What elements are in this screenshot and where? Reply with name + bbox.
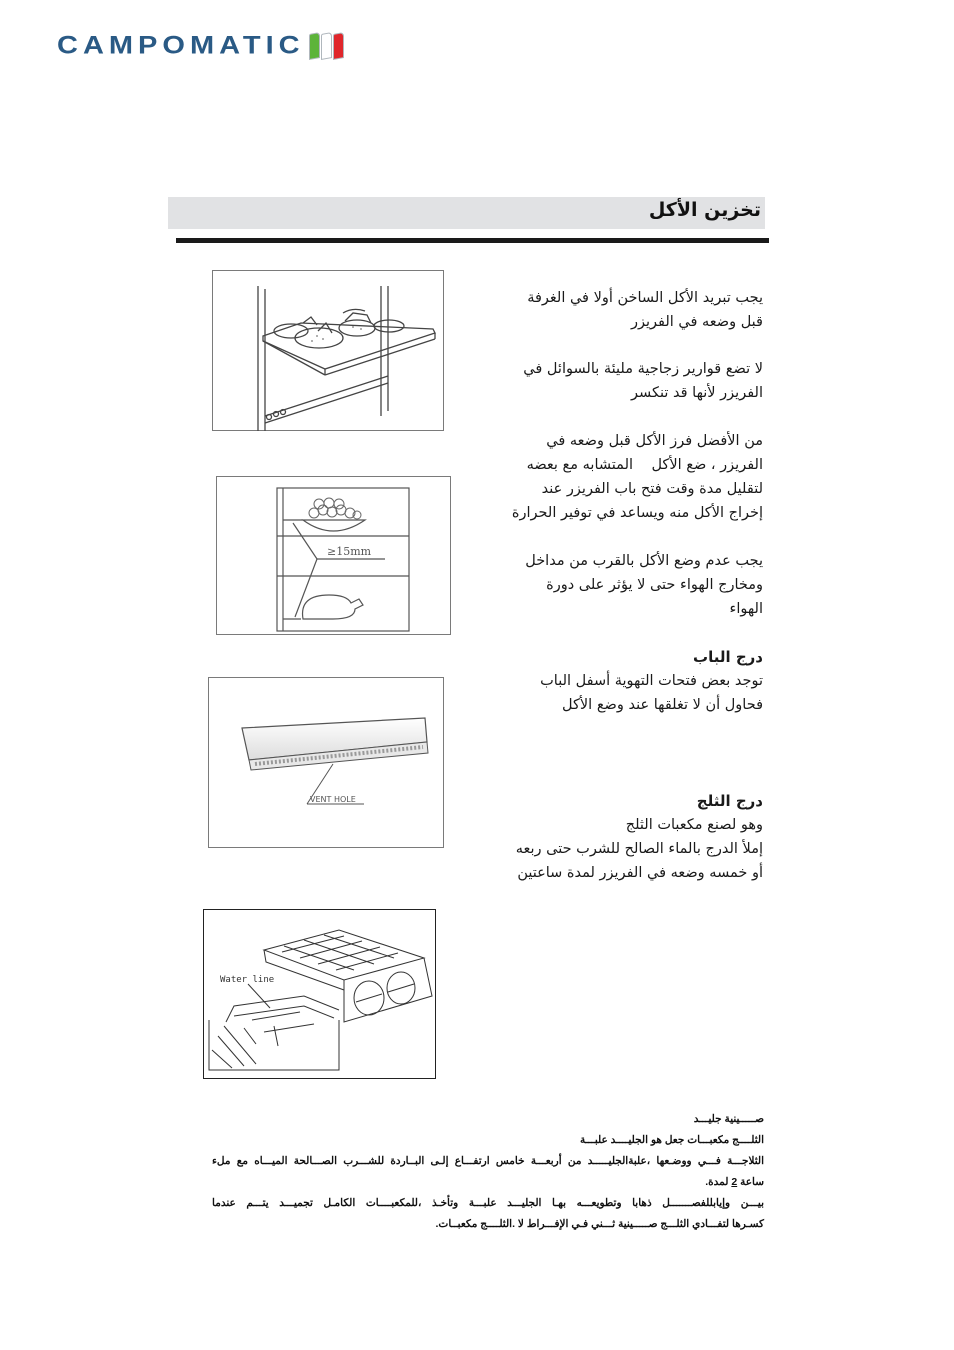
door-tray-section [463, 645, 763, 717]
water-line-label: Water line [220, 975, 275, 985]
text-line: إملأ الدرج بالماء الصالح للشرب حتى ربعه [515, 841, 763, 857]
door-tray-illustration [209, 678, 445, 849]
section-title: تخزين الأكل [648, 199, 761, 221]
text-line: توجد بعض فتحات التهوية أسفل الباب [540, 673, 763, 689]
footnote-text: لمدة. [705, 1176, 732, 1188]
text-line: قبل وضعه في الفريزر [630, 314, 763, 330]
ice-tray-illustration [204, 910, 437, 1080]
figure-door-tray [208, 677, 444, 848]
text-line: يجب عدم وضع الأكل بالقرب من مداخل [525, 553, 763, 569]
text-line: الفريزر لأنها قد تنكسر [631, 385, 763, 401]
spacing-label: ≥15mm [327, 545, 372, 558]
spacing-illustration [217, 477, 452, 636]
text-line: الهواء [729, 601, 763, 617]
text-line: فحاول أن لا تغلقها عند وضع الأكل [562, 697, 763, 713]
ice-tray-footnote [212, 1109, 764, 1235]
figure-ice-tray [203, 909, 436, 1079]
flag-green [309, 32, 320, 60]
footnote-line: بيـــن وإيابللفصـــــــل ذهابا وتطويعـــه بهـا الجليـــد علبـــة وتأخـذ ،للمكعبــــات الكامـل تجميـــد يتـــم عندما [212, 1197, 764, 1209]
footnote-text: ساعة [737, 1176, 764, 1188]
flag-red [333, 32, 344, 60]
footnote-line: الثلــــج مكعبـــات جعل هو الجليــــد علبـــة [580, 1134, 764, 1146]
figure-food-shelf [212, 270, 444, 431]
text-line: ومخارج الهواء حتى لا يؤثر على دورة [546, 577, 763, 593]
section-header [168, 197, 765, 229]
door-tray-heading: درج الباب [693, 648, 763, 666]
figure-food-spacing [216, 476, 451, 635]
paragraph-air-vents [463, 549, 763, 621]
text-line: وهو لصنع مكعبات الثلج [625, 817, 763, 833]
text-line: أو خمسه وضعه في الفريزر لمدة ساعتين [517, 865, 763, 881]
paragraph-glass-bottles [463, 357, 763, 405]
italian-flag-icon [309, 33, 345, 59]
footnote-line: صـــــينية جليـــد [693, 1113, 764, 1125]
brand-logo [57, 31, 345, 61]
text-line: لا تضع قوارير زجاجية مليئة بالسوائل في [523, 361, 763, 377]
paragraph-sort-food [463, 429, 763, 525]
text-line: الفريزر ، ضع الأكل المتشابه مع بعضه [526, 457, 763, 473]
text-line: يجب تبريد الأكل الساخن أولا في الغرفة [527, 290, 763, 306]
brand-name: CAMPOMATIC [57, 32, 305, 60]
flag-white [321, 32, 332, 60]
ice-tray-section [463, 789, 763, 885]
header-divider [176, 238, 769, 243]
ice-tray-heading: درج الثلج [696, 792, 763, 810]
footnote-line [212, 1172, 764, 1193]
food-shelf-illustration [213, 271, 445, 432]
footnote-line: الثلاجـــة فـــي ووضـعها ،علبةالجليـــــد من أربعـــة خامس ارتفـــاع إلـى البــاردة للشـــرب الصـــالحة الميـــاه مع ملء [212, 1155, 764, 1167]
text-line: لتقليل مدة وقت فتح باب الفريزر عند [541, 481, 763, 497]
footnote-hours: 2 [731, 1176, 738, 1188]
text-line: إخراج الأكل منه ويساعد في توفير الحرارة [511, 505, 763, 521]
text-line: من الأفضل فرز الأكل قبل وضعه في [546, 433, 763, 449]
paragraph-cool-food [463, 286, 763, 334]
vent-hole-label: VENT HOLE [310, 795, 356, 804]
footnote-line: كسـرها لتفـــادي الثلـــج صـــــينية ثـــني فـي الإفـــراط لا .الثلــــج مكعبــات. [435, 1218, 764, 1230]
